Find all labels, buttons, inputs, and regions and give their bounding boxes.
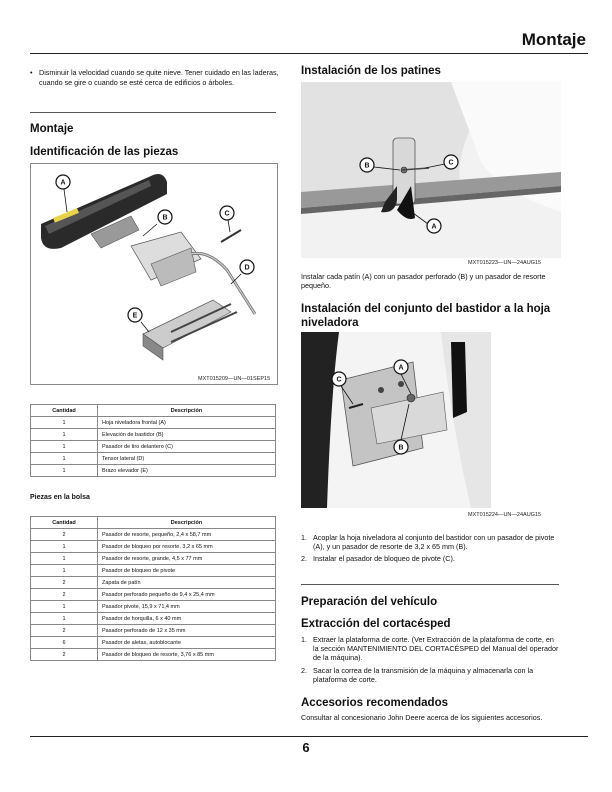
parts-illustration [31,164,277,384]
table-row [31,577,276,589]
frame-steps [301,533,559,567]
step-text: Sacar la correa de la transmisión de la máquina y almacenarla con la plataforma de corte. [313,665,534,684]
cell-description: Zapata de patín [98,577,276,589]
skids-title: Instalación de los patines [301,65,441,77]
cell-description: Pasador de bloqueo de pivote [98,565,276,577]
cell-quantity: 1 [31,553,98,565]
subsection-title-identification: Identificación de las piezas [30,146,179,158]
callout-line-b [143,224,157,236]
list-item [301,554,559,563]
callout-label-e: E [132,312,138,320]
frame-illustration [301,332,491,508]
step-number: 1. [301,635,307,644]
table-row [31,441,276,453]
mower-steps [301,635,559,687]
section-title-montaje: Montaje [30,123,74,135]
callout-line-c [228,220,230,232]
parts-table [30,404,276,477]
cell-quantity: 1 [31,565,98,577]
cell-description: Pasador de horquilla, 6 x 40 mm [98,613,276,625]
cell-quantity: 2 [31,649,98,661]
frame-figure [301,332,491,508]
cell-description: Hoja niveladora frontal (A) [98,417,276,429]
bullet-dot: • [30,68,33,77]
cell-description: Pasador perforado de 12 x 35 mm [98,625,276,637]
step-text: Instalar el pasador de bloqueo de pivote (C). [313,554,455,564]
table-row [31,553,276,565]
cell-quantity: 6 [31,637,98,649]
cell-quantity: 1 [31,601,98,613]
table-row [31,649,276,661]
footer-rule [30,736,588,737]
callout-label-b: B [398,444,404,452]
table-header-row [31,405,276,417]
table-row [31,429,276,441]
cell-quantity: 1 [31,441,98,453]
cell-quantity: 1 [31,465,98,477]
skids-illustration [301,82,561,258]
cell-quantity: 2 [31,589,98,601]
callout-label-c: C [224,210,230,218]
table-row [31,529,276,541]
cell-quantity: 2 [31,529,98,541]
table-row [31,541,276,553]
callout-line-e [141,322,149,332]
table-header-row [31,517,276,529]
skids-text: Instalar cada patín (A) con un pasador perforado (B) y un pasador de resorte pequeño. [301,272,546,291]
cell-description: Brazo elevador (E) [98,465,276,477]
callout-label-d: D [244,264,250,272]
section-rule-right [301,584,559,585]
col-header-quantity: Cantidad [31,517,98,529]
cell-description: Elevación de bastidor (B) [98,429,276,441]
callout-label-c: C [336,376,342,384]
list-item [301,533,559,551]
cell-quantity: 1 [31,613,98,625]
table-row [31,465,276,477]
callout-label-b: B [364,162,370,170]
step-number: 2. [301,665,307,675]
cell-quantity: 1 [31,429,98,441]
parts-figure [30,163,278,385]
accessories-text: Consultar al concesionario John Deere acerca de los siguientes accesorios. [301,713,543,722]
cell-quantity: 1 [31,417,98,429]
callout-label-b: B [162,214,168,222]
cell-quantity: 1 [31,453,98,465]
frame-title: Instalación del conjunto del bastidor a la hoja niveladora [301,303,551,329]
pin-shape [221,230,241,242]
section-rule [30,112,276,113]
cell-quantity: 2 [31,625,98,637]
mower-title: Extracción del cortacésped [301,618,451,630]
cell-description: Tensor lateral (D) [98,453,276,465]
table-row [31,637,276,649]
figure1-caption: MXT015209—UN—01SEP15 [198,376,271,382]
frame-tube-shadow [451,342,467,418]
bag-parts-title: Piezas en la bolsa [30,494,90,501]
col-header-description: Descripción [98,405,276,417]
step-number: 1. [301,533,307,542]
bolt-1 [378,387,384,393]
cell-quantity: 2 [31,577,98,589]
prep-title: Preparación del vehículo [301,596,438,608]
skids-figure [301,82,561,258]
figure2-caption: MXT015223—UN—24AUG15 [468,260,542,266]
safety-bullet [30,68,280,87]
page-number: 6 [302,740,310,755]
cell-quantity: 1 [31,541,98,553]
cell-description: Pasador de bloqueo por resorte, 3,2 x 65 mm [98,541,276,553]
cell-description: Pasador de resorte, pequeño, 2,4 x 58,7 mm [98,529,276,541]
list-item [301,635,559,663]
table-row [31,613,276,625]
table-row [31,417,276,429]
cell-description: Pasador de bloqueo de resorte, 3,76 x 85 mm [98,649,276,661]
table-row [31,601,276,613]
callout-label-a: A [60,179,66,187]
table-row [31,453,276,465]
step-text: Extraer la plataforma de corte. (Ver Extracción de la plataforma de corte, en la sección MANTENIMIENTO DEL CORTACÉSPED del Manual del operador de la máquina). [313,635,559,663]
pivot-pin [407,394,415,402]
cell-description: Pasador perforado pequeño de 9,4 x 25,4 mm [98,589,276,601]
table-row [31,565,276,577]
bullet-text: Disminuir la velocidad cuando se quite nieve. Tener cuidado en las laderas, cuando se gire o cuando se esté cerca de edificios o árboles. [39,68,279,87]
step-text: Acoplar la hoja niveladora al conjunto del bastidor con un pasador de pivote (A), y un pasador de resorte de 3,2 x 65 mm (B). [313,533,555,552]
table-row [31,589,276,601]
bolt-2 [398,381,404,387]
callout-line-a [64,189,67,212]
callout-label-a: A [398,364,404,372]
callout-label-c: C [448,159,454,167]
col-header-quantity: Cantidad [31,405,98,417]
cell-description: Pasador de aletas, autoblocante [98,637,276,649]
cell-description: Pasador de tiro delantero (C) [98,441,276,453]
figure3-caption: MXT015224—UN—24AUG15 [468,512,542,518]
bag-parts-table [30,516,276,661]
table-row [31,625,276,637]
header-rule [30,53,588,54]
accessories-title: Accesorios recomendados [301,697,449,709]
col-header-description: Descripción [98,517,276,529]
list-item [301,666,559,684]
cell-description: Pasador de resorte, grande, 4,5 x 77 mm [98,553,276,565]
step-number: 2. [301,554,307,564]
callout-label-a: A [431,223,437,231]
cell-description: Pasador pivote, 15,9 x 71,4 mm [98,601,276,613]
page-title: Montaje [521,30,586,49]
